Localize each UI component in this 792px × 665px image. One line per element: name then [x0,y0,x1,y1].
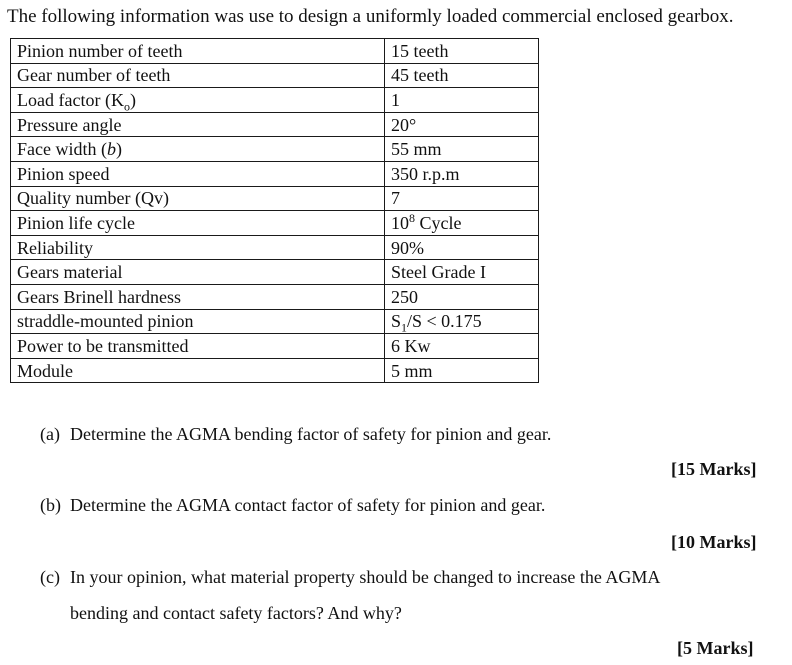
table-row [11,334,539,359]
value-subscript: 1 [401,320,408,335]
row-label [11,88,385,113]
gearbox-spec-table [10,38,539,383]
label-italic: b [106,139,116,160]
table-row [11,309,539,334]
question-c-continuation: bending and contact safety factors? And why? [70,603,402,623]
value-text: S [391,311,402,332]
row-value: 250 [385,284,539,309]
row-value: 7 [385,186,539,211]
label-text: Face width ( [17,139,107,160]
table-row [11,88,539,113]
row-value: Steel Grade I [385,260,539,285]
value-text: /S < 0.175 [407,311,482,332]
label-text: Load factor (K [17,89,124,110]
question-a-marks: [15 Marks] [671,459,757,479]
table-row [11,211,539,236]
table-row [11,63,539,88]
row-value: 45 teeth [385,63,539,88]
row-value: 15 teeth [385,39,539,64]
table-row [11,358,539,383]
row-label: Gears Brinell hardness [11,284,385,309]
row-value: 20° [385,112,539,137]
question-b [40,493,545,517]
question-label: (c) [40,567,60,587]
table-row [11,39,539,64]
table-row [11,137,539,162]
row-label: Pinion number of teeth [11,39,385,64]
question-text: In your opinion, what material property should be changed to increase the AGMA [70,567,661,587]
row-value: 55 mm [385,137,539,162]
row-label: Pressure angle [11,112,385,137]
value-text: Cycle [415,212,462,233]
row-label: Reliability [11,235,385,260]
row-label: Pinion speed [11,161,385,186]
question-label: (a) [40,424,60,444]
question-text: Determine the AGMA contact factor of safety for pinion and gear. [70,495,546,515]
row-value [385,309,539,334]
row-value [385,211,539,236]
row-label: Module [11,358,385,383]
label-text: ) [115,139,122,160]
row-label: straddle-mounted pinion [11,309,385,334]
row-label: Gears material [11,260,385,285]
row-label: Power to be transmitted [11,334,385,359]
intro-text: The following information was use to design a uniformly loaded commercial enclosed gearbox. [7,6,734,27]
row-value: 90% [385,235,539,260]
table-row [11,161,539,186]
row-label: Quality number (Qv) [11,186,385,211]
label-subscript: o [123,99,130,114]
value-superscript: 8 [409,210,415,225]
value-text: 10 [391,212,409,233]
question-c-marks: [5 Marks] [677,638,754,658]
table-row [11,235,539,260]
row-value: 1 [385,88,539,113]
table-row [11,284,539,309]
row-label [11,137,385,162]
row-label: Pinion life cycle [11,211,385,236]
question-c [40,565,660,589]
table-row [11,260,539,285]
row-value: 5 mm [385,358,539,383]
table-row [11,186,539,211]
question-b-marks: [10 Marks] [671,532,757,552]
question-a [40,422,551,446]
row-value: 350 r.p.m [385,161,539,186]
row-label: Gear number of teeth [11,63,385,88]
row-value: 6 Kw [385,334,539,359]
question-label: (b) [40,495,61,515]
label-text: ) [129,89,136,110]
question-text: Determine the AGMA bending factor of safety for pinion and gear. [70,424,552,444]
table-row [11,112,539,137]
